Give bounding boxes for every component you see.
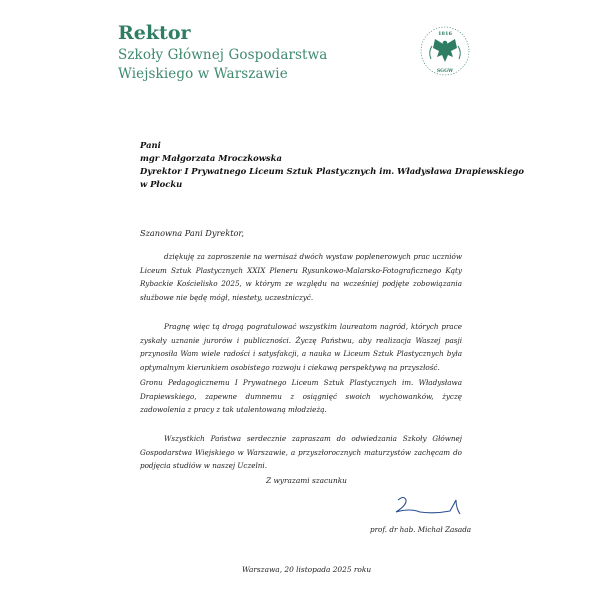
sggw-logo xyxy=(420,26,470,76)
eagle-emblem-icon xyxy=(430,39,461,62)
letter-paragraph-4: Wszystkich Państwa serdecznie zapraszam do odwiedzania Szkoły Głównej Gospodarstwa Wiejskiego w Warszawie, a przyszłorocznych maturzystów zachęcam do podjęcia studiów w naszej Uczelni. xyxy=(140,434,462,470)
letterhead-subtitle-line1: Szkoły Głównej Gospodarstwa xyxy=(118,47,328,63)
addressee-city: w Płocku xyxy=(140,179,183,189)
addressee-position: Dyrektor I Prywatnego Liceum Sztuk Plastycznych im. Władysława Drapiewskiego xyxy=(140,166,524,176)
letter-paragraph-3: Gronu Pedagogicznemu I Prywatnego Liceum Sztuk Plastycznych im. Władysława Drapiewskiego, zapewne dumnemu z osiągnięć swoich wychowanków, życzę zadowolenia z pracy z tak utalentowaną młodzieżą. xyxy=(140,378,462,414)
letterhead-subtitle-line2: Wiejskiego w Warszawie xyxy=(118,66,288,82)
addressee-title: Pani xyxy=(140,140,161,150)
signer-name: prof. dr hab. Michał Zasada xyxy=(370,525,472,534)
place-and-date: Warszawa, 20 listopada 2025 roku xyxy=(242,565,372,574)
closing-phrase: Z wyrazami szacunku xyxy=(266,476,347,485)
logo-acronym: SGGW xyxy=(436,69,454,74)
handwritten-signature xyxy=(390,494,465,520)
letter-paragraph-2: Pragnę więc tą drogą pogratulować wszystkim laureatom nagród, których prace zyskały uznanie jurorów i publiczności. Życzę Państwu, aby realizacja Waszej pasji przynosiła Wam wiele radości i satysfakcji, a nauka w Liceum Sztuk Plastycznych była optymalnym kierunkiem osobistego rozwoju i ciekawą perspektywą na przyszłość. xyxy=(140,322,462,372)
salutation: Szanowna Pani Dyrektor, xyxy=(140,228,245,238)
addressee-name: mgr Małgorzata Mroczkowska xyxy=(140,153,282,163)
logo-year: 1816 xyxy=(438,31,452,37)
letter-paragraph-1: dziękuję za zaproszenie na wernisaż dwóch wystaw poplenerowych prac uczniów Liceum Sztuk Plastycznych XXIX Pleneru Rysunkowo-Malarsko-Fotograficznego Kąty Rybackie Kościelisko 2025, w którym ze względu na wcześniej podjęte zobowiązania służbowe nie będę mógł, niestety, uczestniczyć. xyxy=(140,252,462,302)
letterhead-title: Rektor xyxy=(118,22,191,44)
